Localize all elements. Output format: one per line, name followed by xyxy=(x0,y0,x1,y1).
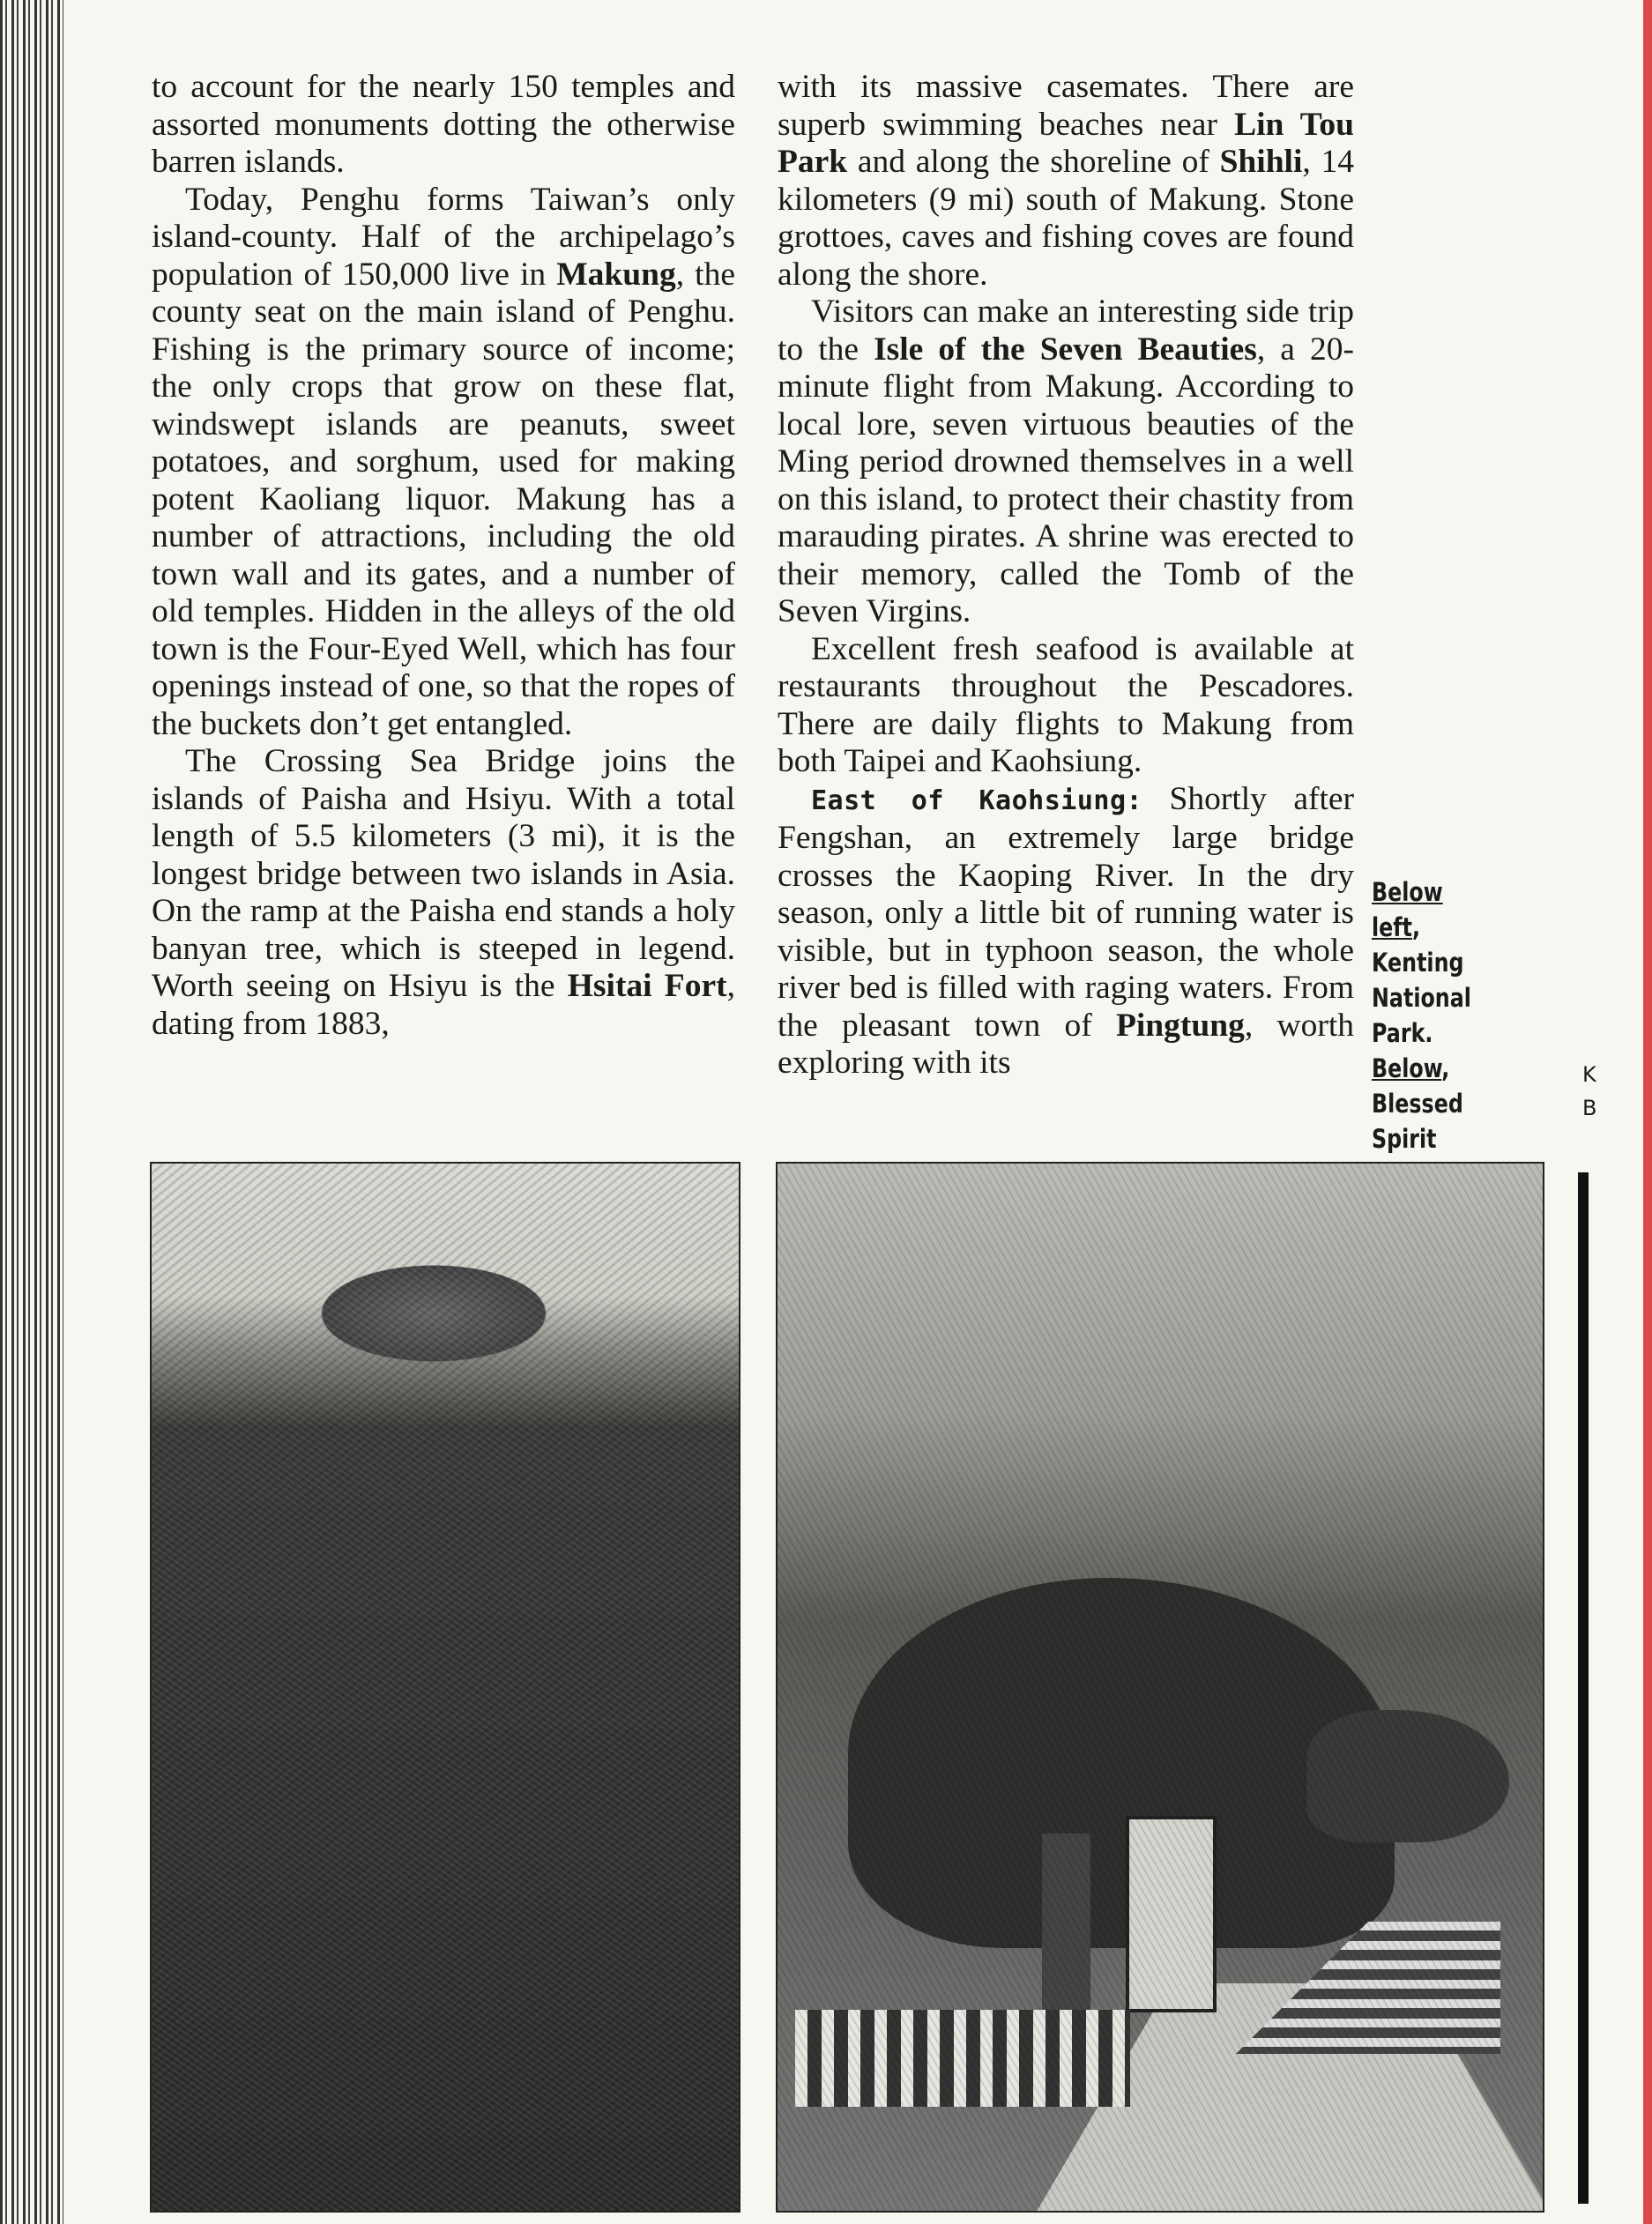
binding-stripes xyxy=(0,0,63,2224)
place-name: Makung xyxy=(556,256,676,293)
paragraph: to account for the nearly 150 temples and assorted monuments dotting the otherwise barren islands. xyxy=(152,69,735,180)
place-name: Pingtung xyxy=(1115,1007,1245,1044)
place-name: Lin Tou Park xyxy=(778,106,1354,180)
paragraph: Today, Penghu forms Taiwan’s only island-county. Half of the archipelago’s population of 150,000 live in Makung, the county seat on the main island of Penghu. Fishing is the primary source of income; the only crops that grow on these flat, windswept islands are peanuts, sweet potatoes, and sorghum, used for making potent Kaoliang liquor. Makung has a number of attractions, including the old town wall and its gates, and a number of old temples. Hidden in the alleys of the old town is the Four-Eyed Well, which has four openings instead of one, so that the ropes of the buckets don’t get entangled. xyxy=(152,181,735,742)
text-column-left xyxy=(152,69,735,1043)
section-subheading: East of Kaohsiung: xyxy=(811,785,1143,816)
paragraph: Excellent fresh seafood is available at restaurants throughout the Pescadores. There are daily flights to Makung from both Taipei and Kaohsiung. xyxy=(778,630,1354,779)
margin-letters: K B xyxy=(1582,1062,1597,1120)
paragraph: Visitors can make an interesting side trip to the Isle of the Seven Beauties, a 20-minute flight from Makung. According to local lore, seven virtuous beauties of the Ming period drowned themselves in a well on this island, to protect their chastity from marauding pirates. A shrine was erected to their memory, called the Tomb of the Seven Virgins. xyxy=(778,294,1354,629)
photo-kenting-national-park xyxy=(150,1162,740,2213)
text-column-right xyxy=(778,69,1354,1082)
photo-blessed-spirit-tortoise xyxy=(776,1162,1544,2213)
paragraph: The Crossing Sea Bridge joins the islands of Paisha and Hsiyu. With a total length of 5.5 kilometers (3 mi), it is the longest bridge between two islands in Asia. On the ramp at the Paisha end stands a holy banyan tree, which is steeped in legend. Worth seeing on Hsiyu is the Hsitai Fort, dating from 1883, xyxy=(152,743,735,1042)
paragraph: with its massive casemates. There are superb swimming beaches near Lin Tou Park and along the shoreline of Shihli, 14 kilometers (9 mi) south of Makung. Stone grottoes, caves and fishing coves are found along the shore. xyxy=(778,69,1355,293)
page-edge-stripe xyxy=(1643,0,1652,2224)
place-name: Isle of the Seven Beauties xyxy=(874,331,1257,368)
paragraph: East of Kaohsiung: Shortly after Fengshan, an extremely large bridge crosses the Kaoping River. In the dry season, only a little bit of running water is visible, but in typhoon season, the whole river bed is filled with raging waters. From the pleasant town of Pingtung, worth exploring with its xyxy=(778,780,1354,1081)
photo-caption: Below left, Kenting National Park. Below, Blessed Spirit xyxy=(1372,877,1471,1154)
adjacent-page-edge xyxy=(1578,1172,1589,2204)
place-name: Shihli xyxy=(1219,144,1303,180)
place-name: Hsitai Fort xyxy=(567,968,727,1004)
